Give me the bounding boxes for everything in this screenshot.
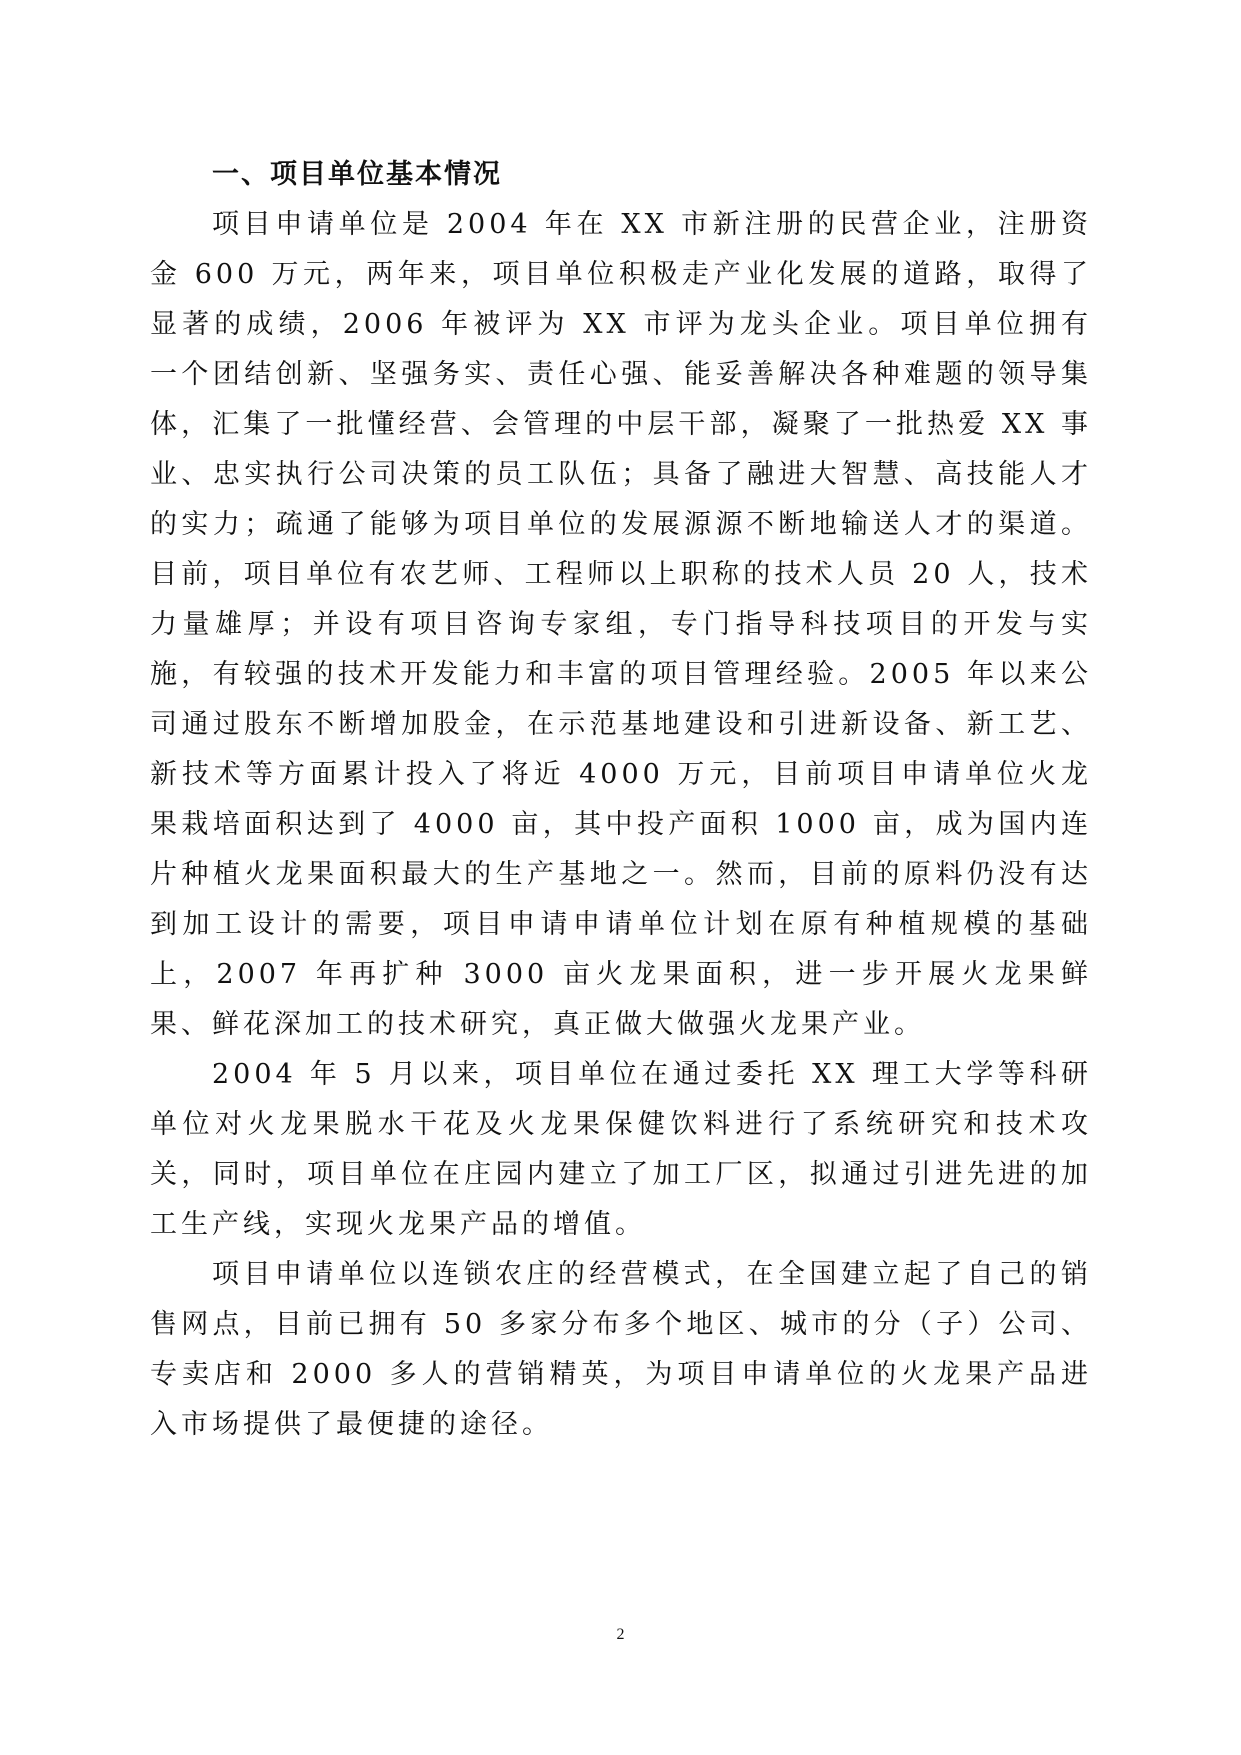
paragraph-company-overview: 项目申请单位是 2004 年在 XX 市新注册的民营企业，注册资金 600 万元，两年来，项目单位积极走产业化发展的道路，取得了显著的成绩，2006 年被评为 XX 市评为龙头企业。项目单位拥有一个团结创新、坚强务实、责任心强、能妥善解决各种难题的领导集体，汇集了一批懂经营、会管理的中层干部，凝聚了一批热爱 XX 事业、忠实执行公司决策的员工队伍；具备了融进大智慧、高技能人才的实力；疏通了能够为项目单位的发展源源不断地输送人才的渠道。目前，项目单位有农艺师、工程师以上职称的技术人员 20 人，技术力量雄厚；并设有项目咨询专家组，专门指导科技项目的开发与实施，有较强的技术开发能力和丰富的项目管理经验。2005 年以来公司通过股东不断增加股金，在示范基地建设和引进新设备、新工艺、新技术等方面累计投入了将近 4000 万元，目前项目申请单位火龙果栽培面积达到了 4000 亩，其中投产面积 1000 亩，成为国内连片种植火龙果面积最大的生产基地之一。然而，目前的原料仍没有达到加工设计的需要，项目申请申请单位计划在原有种植规模的基础上，2007 年再扩种 3000 亩火龙果面积，进一步开展火龙果鲜果、鲜花深加工的技术研究，真正做大做强火龙果产业。 [150, 209, 1092, 1040]
section-heading: 一、项目单位基本情况 [212, 159, 502, 190]
body-text [150, 200, 1092, 1450]
paragraph-research-cooperation: 2004 年 5 月以来，项目单位在通过委托 XX 理工大学等科研单位对火龙果脱水干花及火龙果保健饮料进行了系统研究和技术攻关，同时，项目单位在庄园内建立了加工厂区，拟通过引进先进的加工生产线，实现火龙果产品的增值。 [150, 1059, 1092, 1240]
page-number: 2 [616, 1626, 625, 1643]
paragraph-sales-network: 项目申请单位以连锁农庄的经营模式，在全国建立起了自己的销售网点，目前已拥有 50 多家分布多个地区、城市的分（子）公司、专卖店和 2000 多人的营销精英，为项目申请单位的火龙果产品进入市场提供了最便捷的途径。 [150, 1259, 1092, 1440]
